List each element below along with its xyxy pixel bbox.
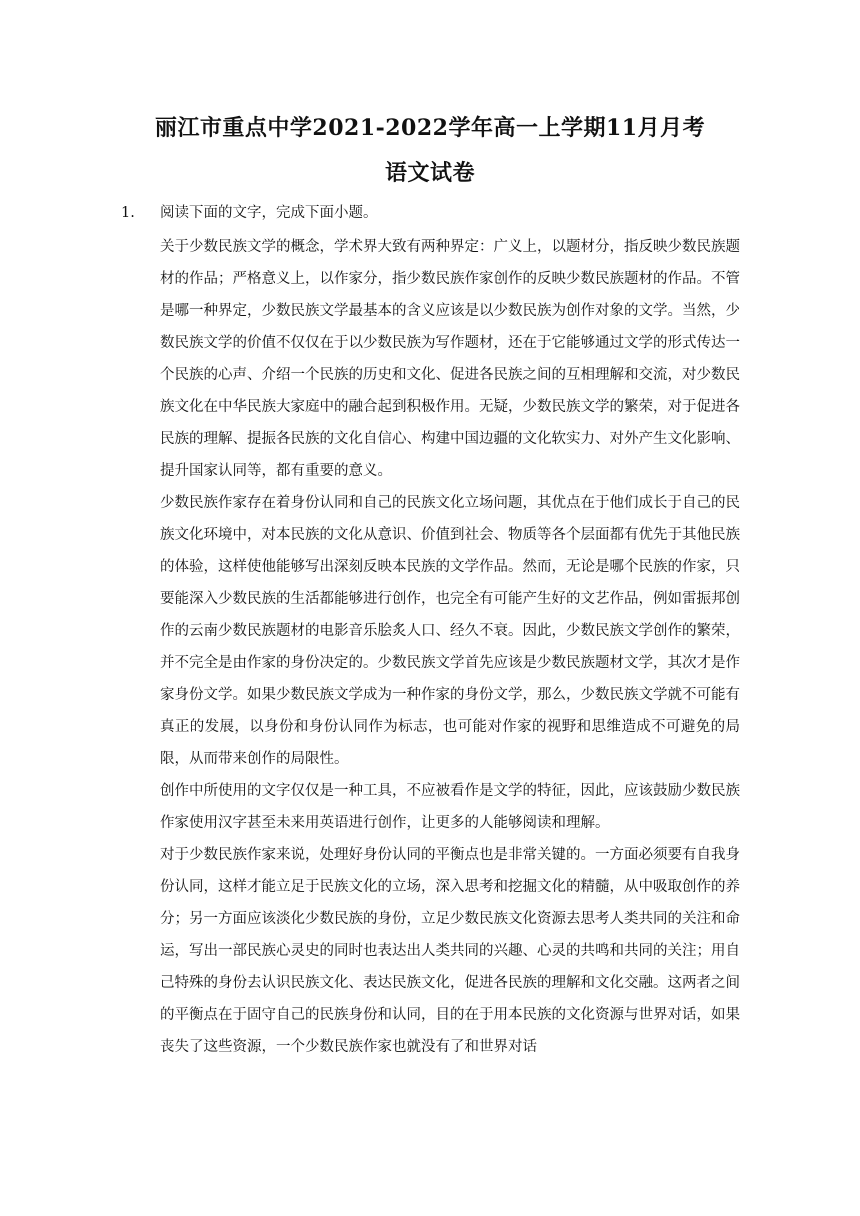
question-number: 1. xyxy=(121,205,135,221)
passage-paragraph-4: 对于少数民族作家来说，处理好身份认同的平衡点也是非常关键的。一方面必须要有自我身份认同，这样才能立足于民族文化的立场，深入思考和挖掘文化的精髓，从中吸取创作的养分；另一方面应该淡化少数民族的身份，立足少数民族文化资源去思考人类共同的关注和命运，写出一部民族心灵史的同时也表达出人类共同的兴趣、心灵的共鸣和共同的关注；用自己特殊的身份去认识民族文化、表达民族文化，促进各民族的理解和文化交融。这两者之间的平衡点在于固守自己的民族身份和认同，目的在于用本民族的文化资源与世界对话，如果丧失了这些资源，一个少数民族作家也就没有了和世界对话 xyxy=(160,847,740,1055)
passage-paragraph-1: 关于少数民族文学的概念，学术界大致有两种界定：广义上，以题材分，指反映少数民族题材的作品；严格意义上，以作家分，指少数民族作家创作的反映少数民族题材的作品。不管是哪一种界定，少数民族文学最基本的含义应该是以少数民族为创作对象的文学。当然，少数民族文学的价值不仅仅在于以少数民族为写作题材，还在于它能够通过文学的形式传达一个民族的心声、介绍一个民族的历史和文化、促进各民族之间的互相理解和交流，对少数民族文化在中华民族大家庭中的融合起到积极作用。无疑，少数民族文学的繁荣，对于促进各民族的理解、提振各民族的文化自信心、构建中国边疆的文化软实力、对外产生文化影响、提升国家认同等，都有重要的意义。 xyxy=(160,239,740,479)
reading-passage xyxy=(160,231,740,1063)
exam-subtitle: 语文试卷 xyxy=(384,160,475,186)
passage-paragraph-2: 少数民族作家存在着身份认同和自己的民族文化立场问题，其优点在于他们成长于自己的民族文化环境中，对本民族的文化从意识、价值到社会、物质等各个层面都有优先于其他民族的体验，这样使他能够写出深刻反映本民族的文学作品。然而，无论是哪个民族的作家，只要能深入少数民族的生活都能够进行创作，也完全有可能产生好的文艺作品，例如雷振邦创作的云南少数民族题材的电影音乐脍炙人口、经久不衰。因此，少数民族文学创作的繁荣，并不完全是由作家的身份决定的。少数民族文学首先应该是少数民族题材文学，其次才是作家身份文学。如果少数民族文学成为一种作家的身份文学，那么，少数民族文学就不可能有真正的发展，以身份和身份认同作为标志，也可能对作家的视野和思维造成不可避免的局限，从而带来创作的局限性。 xyxy=(160,495,740,767)
question-instruction: 阅读下面的文字，完成下面小题。 xyxy=(160,205,378,221)
exam-title: 丽江市重点中学2021-2022学年高一上学期11月月考 xyxy=(154,115,706,141)
passage-paragraph-3: 创作中所使用的文字仅仅是一种工具，不应被看作是文学的特征，因此，应该鼓励少数民族作家使用汉字甚至未来用英语进行创作，让更多的人能够阅读和理解。 xyxy=(160,783,740,831)
